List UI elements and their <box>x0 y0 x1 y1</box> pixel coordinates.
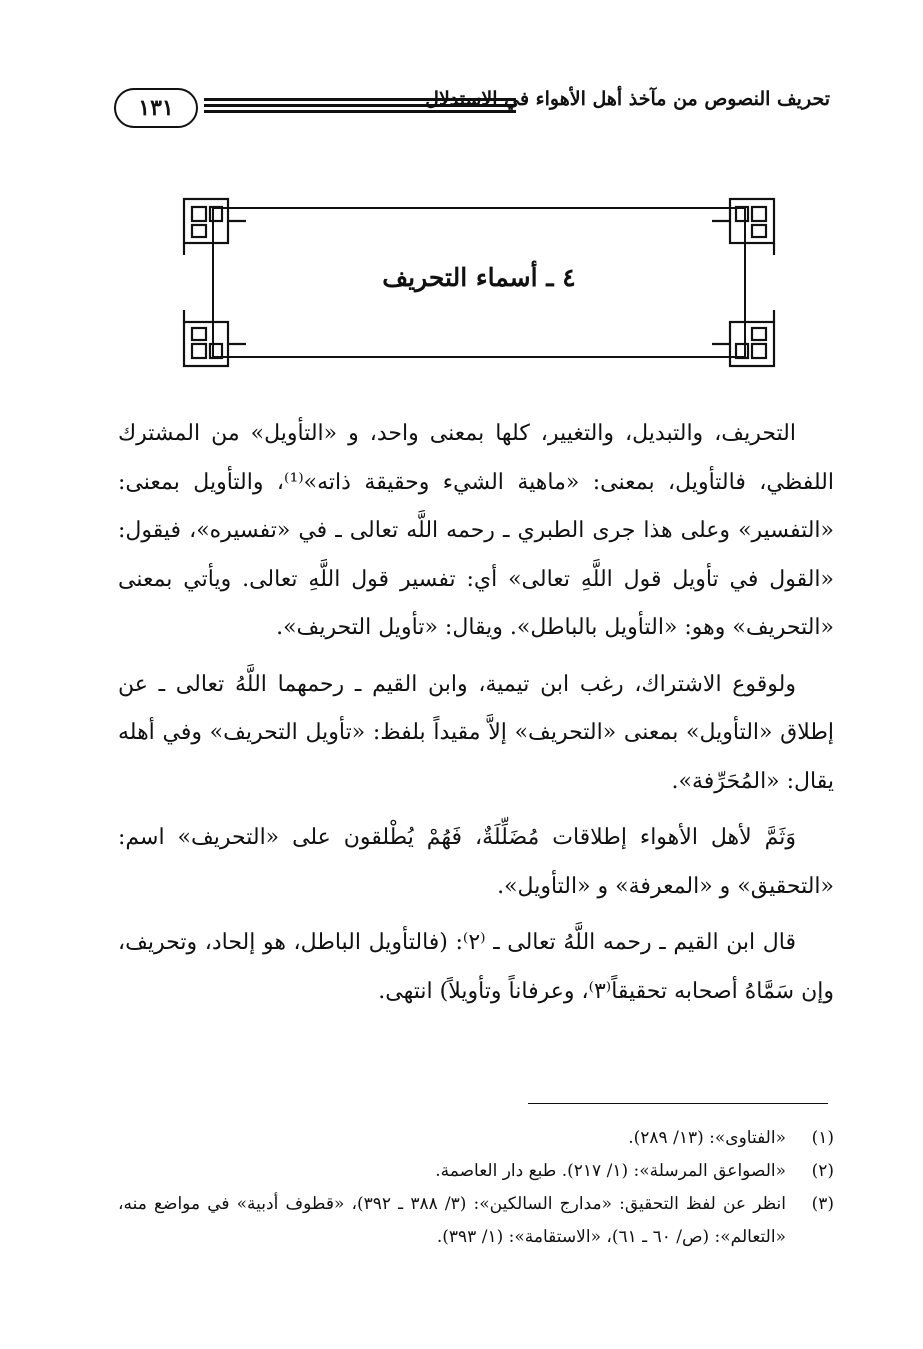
paragraph: ولوقوع الاشتراك، رغب ابن تيمية، وابن القيم ـ رحمهما اللَّهُ تعالى ـ عن إطلاق «التأويل» بمعنى «التحريف» إلاَّ مقيداً بلفظ: «تأويل التحريف» وفي أهله يقال: «المُحَرِّفة». <box>118 671 834 794</box>
footnote-number: (٢) <box>811 1161 834 1181</box>
chapter-title: ٤ ـ أسماء التحريف <box>382 263 576 292</box>
footnote-item <box>118 1122 834 1155</box>
footnotes <box>118 1122 834 1254</box>
page-number-badge: ١٣١ <box>114 88 198 128</box>
footnote-item <box>118 1188 834 1254</box>
main-text <box>118 410 834 1024</box>
footnote-number: (٣) <box>811 1194 834 1214</box>
paragraph: التحريف، والتبديل، والتغيير، كلها بمعنى واحد، و «التأويل» من المشترك اللفظي، فالتأويل، بمعنى: «ماهية الشيء وحقيقة ذاته»⁽¹⁾، والتأويل بمعنى: «التفسير» وعلى هذا جرى الطبري ـ رحمه اللَّه تعالى ـ في «تفسيره»، فيقول: «القول في تأويل قول اللَّهِ تعالى» أي: تفسير قول اللَّهِ تعالى. ويأتي بمعنى «التحريف» وهو: «التأويل بالباطل». ويقال: «تأويل التحريف». <box>118 421 834 640</box>
footnote-text: انظر عن لفظ التحقيق: «مدارج السالكين»: (٣/ ٣٨٨ ـ ٣٩٢)، «قطوف أدبية» في مواضع منه، «التعالم»: (ص/ ٦٠ ـ ٦١)، «الاستقامة»: (١/ ٣٩٣). <box>118 1194 787 1247</box>
paragraph: قال ابن القيم ـ رحمه اللَّهُ تعالى ـ ⁽٢⁾: (فالتأويل الباطل، هو إلحاد، وتحريف، وإن سَمَّاهُ أصحابه تحقيقاً⁽٣⁾، وعرفاناً وتأويلاً) انتهى. <box>118 930 834 1004</box>
footnote-text: «الصواعق المرسلة»: (١/ ٢١٧). طبع دار العاصمة. <box>435 1161 786 1181</box>
running-header <box>108 82 830 132</box>
chapter-title-frame <box>180 195 778 370</box>
footnote-item <box>118 1155 834 1188</box>
footnote-separator <box>528 1103 828 1104</box>
footnote-number: (١) <box>811 1128 834 1148</box>
footnote-text: «الفتاوى»: (١٣/ ٢٨٩). <box>628 1128 786 1148</box>
running-title: تحريف النصوص من مآخذ أهل الأهواء في الاستدلال <box>425 88 830 110</box>
paragraph: وَثَمَّ لأهل الأهواء إطلاقات مُضَلِّلَةٌ، فَهُمْ يُطْلقون على «التحريف» اسم: «التحقيق» و «المعرفة» و «التأويل». <box>118 825 834 899</box>
